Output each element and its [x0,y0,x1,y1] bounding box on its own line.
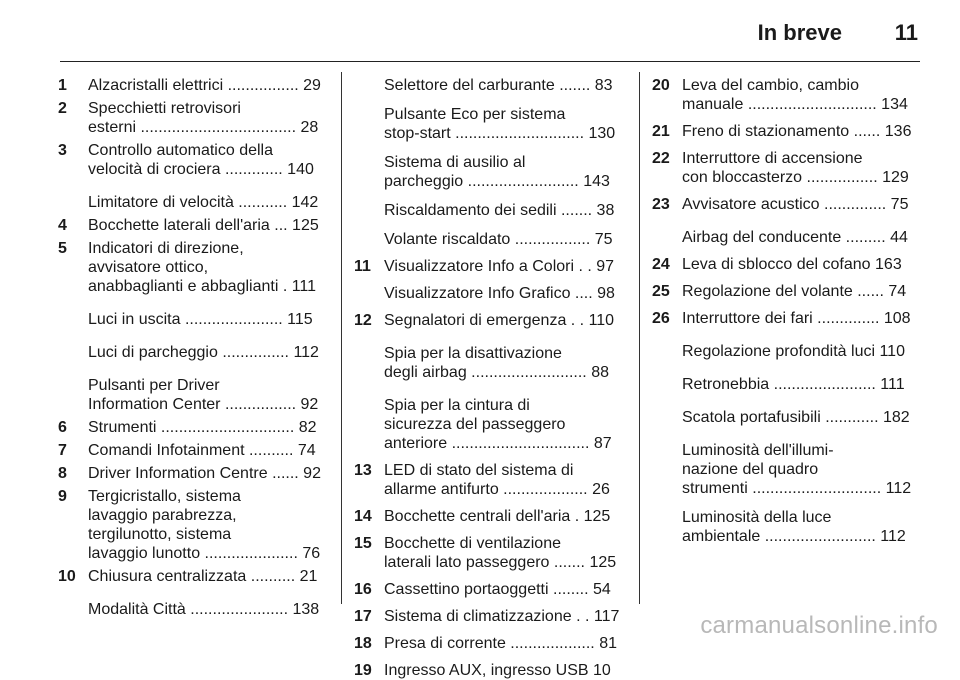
index-entry [652,149,922,187]
index-entry [354,257,624,276]
entry-number [652,441,682,498]
entry-line: Scatola portafusibili ............ 182 [682,409,910,426]
header-divider [60,61,920,62]
entry-line: Chiusura centralizzata .......... 21 [88,568,318,585]
entry-text [682,76,922,114]
index-entry [354,153,624,191]
entry-line: lavaggio parabrezza, [88,507,237,524]
entry-line: Indicatori di direzione, [88,240,244,257]
entry-line: Presa di corrente ................... 81 [384,635,617,652]
entry-line: Visualizzatore Info a Colori . . 97 [384,258,615,275]
index-entry [58,99,328,137]
entry-number [354,201,384,220]
entry-line: Bocchette centrali dell'aria . 125 [384,508,611,525]
entry-text [88,418,328,437]
entry-number: 9 [58,488,67,505]
index-entry [652,122,922,141]
index-entry [58,141,328,179]
entry-line: parcheggio ......................... 143 [384,173,610,190]
entry-text [682,282,922,301]
index-entry [354,396,624,453]
entry-number [354,105,384,143]
entry-text [384,461,624,499]
index-entry [354,580,624,599]
entry-text [682,149,922,187]
entry-number: 10 [58,568,76,585]
watermark: carmanualsonline.info [700,612,938,639]
entry-line: Strumenti .............................. 82 [88,419,317,436]
entry-number [58,310,88,329]
entry-line: Bocchette di ventilazione [384,535,561,552]
index-entry [652,342,922,361]
entry-line: Comandi Infotainment .......... 74 [88,442,316,459]
entry-number [354,153,384,191]
entry-text [88,441,328,460]
index-entry [354,661,624,680]
entry-number: 23 [652,196,670,213]
index-entry [58,76,328,95]
index-entry [58,193,328,212]
index-entry [58,464,328,483]
entry-number: 12 [354,312,372,329]
entry-number: 2 [58,100,67,117]
entry-number [58,193,88,212]
entry-text [682,408,922,427]
entry-text [384,153,624,191]
entry-number: 8 [58,465,67,482]
index-column-3 [652,76,922,546]
entry-number: 16 [354,581,372,598]
entry-number [652,342,682,361]
entry-line: tergilunotto, sistema [88,526,232,543]
index-column-2 [354,76,624,680]
entry-number [354,344,384,382]
entry-line: Luci di parcheggio ............... 112 [88,344,319,361]
entry-line: manuale ............................. 134 [682,96,908,113]
index-entry [354,201,624,220]
entry-text [682,195,922,214]
entry-text [88,216,328,235]
entry-line: Alzacristalli elettrici ................ 29 [88,77,321,94]
index-entry [652,228,922,247]
entry-text [384,634,624,653]
entry-line: Leva del cambio, cambio [682,77,859,94]
entry-line: sicurezza del passeggero [384,416,566,433]
index-entry [58,376,328,414]
entry-text [88,310,328,329]
entry-number: 1 [58,77,67,94]
entry-number: 6 [58,419,67,436]
entry-line: Freno di stazionamento ...... 136 [682,123,912,140]
index-entry [354,230,624,249]
entry-text [384,580,624,599]
entry-line: Sistema di ausilio al [384,154,526,171]
entry-line: Sistema di climatizzazione . . 117 [384,608,620,625]
index-entry [354,284,624,303]
entry-text [384,534,624,572]
entry-number: 25 [652,283,670,300]
index-entry [652,255,922,274]
entry-line: allarme antifurto ................... 26 [384,481,610,498]
entry-text [88,193,328,212]
index-entry [58,600,328,619]
entry-text [384,284,624,303]
entry-text [682,342,922,361]
entry-line: anabbaglianti e abbaglianti . 111 [88,278,317,295]
entry-text [384,507,624,526]
entry-text [384,661,624,680]
entry-number: 20 [652,77,670,94]
index-entry [652,195,922,214]
entry-number: 17 [354,608,372,625]
index-entry [58,487,328,563]
entry-line: Modalità Città ...................... 138 [88,601,320,618]
entry-number [652,508,682,546]
entry-line: Airbag del conducente ......... 44 [682,229,908,246]
entry-number: 15 [354,535,372,552]
entry-number [58,600,88,619]
entry-text [88,600,328,619]
entry-number: 3 [58,142,67,159]
entry-text [384,257,624,276]
entry-line: stop-start ............................. 130 [384,125,616,142]
entry-number [354,230,384,249]
entry-text [88,99,328,137]
page-number: 11 [894,20,918,45]
index-entry [354,634,624,653]
entry-number: 13 [354,462,372,479]
entry-line: Riscaldamento dei sedili ....... 38 [384,202,615,219]
entry-line: Interruttore di accensione [682,150,863,167]
index-entry [58,310,328,329]
index-entry [652,508,922,546]
entry-text [88,239,328,296]
index-entry [58,343,328,362]
entry-number: 21 [652,123,670,140]
entry-number [58,343,88,362]
entry-number: 19 [354,662,372,679]
entry-text [682,228,922,247]
index-entry [354,534,624,572]
entry-line: Tergicristallo, sistema [88,488,241,505]
entry-line: Interruttore dei fari .............. 108 [682,310,911,327]
entry-number [354,284,384,303]
index-entry [354,344,624,382]
index-entry [652,375,922,394]
entry-line: Limitatore di velocità ........... 142 [88,194,319,211]
index-entry [58,239,328,296]
entry-line: LED di stato del sistema di [384,462,574,479]
entry-text [88,487,328,563]
entry-line: degli airbag .......................... 88 [384,364,609,381]
entry-line: Information Center ................ 92 [88,396,319,413]
entry-line: Regolazione profondità luci 110 [682,343,905,360]
entry-line: Ingresso AUX, ingresso USB 10 [384,662,611,679]
entry-line: esterni ................................... 28 [88,119,319,136]
entry-number: 26 [652,310,670,327]
entry-line: con bloccasterzo ................ 129 [682,169,909,186]
entry-line: Pulsanti per Driver [88,377,220,394]
entry-number [652,375,682,394]
entry-text [384,105,624,143]
index-entry [652,309,922,328]
index-entry [354,461,624,499]
entry-line: Controllo automatico della [88,142,273,159]
entry-number [652,408,682,427]
column-divider [341,72,342,604]
index-entry [354,76,624,95]
entry-line: Leva di sblocco del cofano 163 [682,256,902,273]
entry-text [682,255,922,274]
entry-number [354,76,384,95]
entry-number: 18 [354,635,372,652]
entry-line: Volante riscaldato ................. 75 [384,231,613,248]
column-divider [639,72,640,604]
entry-number: 11 [354,258,371,275]
entry-line: strumenti ............................. 112 [682,480,912,497]
entry-line: Cassettino portaoggetti ........ 54 [384,581,611,598]
entry-number: 7 [58,442,67,459]
entry-line: Spia per la cintura di [384,397,530,414]
entry-text [384,201,624,220]
entry-line: velocità di crociera ............. 140 [88,161,314,178]
entry-line: avvisatore ottico, [88,259,209,276]
index-entry [652,408,922,427]
entry-line: anteriore ............................... 87 [384,435,612,452]
entry-text [88,76,328,95]
index-entry [58,441,328,460]
entry-line: lavaggio lunotto ..................... 76 [88,545,321,562]
index-entry [58,567,328,586]
entry-line: laterali lato passeggero ....... 125 [384,554,617,571]
index-entry [58,418,328,437]
index-entry [58,216,328,235]
entry-number: 4 [58,217,67,234]
index-entry [354,507,624,526]
entry-line: Spia per la disattivazione [384,345,562,362]
index-entry [354,311,624,330]
entry-text [88,343,328,362]
entry-text [384,76,624,95]
entry-number: 24 [652,256,670,273]
entry-text [682,441,922,498]
entry-text [682,508,922,546]
entry-number: 22 [652,150,670,167]
entry-text [384,311,624,330]
entry-line: ambientale ......................... 112 [682,528,906,545]
entry-text [682,375,922,394]
entry-line: Luminosità dell'illumi- [682,442,834,459]
entry-text [384,230,624,249]
index-entry [652,76,922,114]
entry-text [88,376,328,414]
entry-text [88,141,328,179]
entry-number: 5 [58,240,67,257]
entry-line: Driver Information Centre ...... 92 [88,465,321,482]
index-entry [354,607,624,626]
entry-line: Segnalatori di emergenza . . 110 [384,312,615,329]
entry-line: Bocchette laterali dell'aria ... 125 [88,217,319,234]
entry-line: Regolazione del volante ...... 74 [682,283,907,300]
entry-line: nazione del quadro [682,461,819,478]
entry-number: 14 [354,508,372,525]
index-entry [354,105,624,143]
entry-text [384,396,624,453]
entry-text [88,567,328,586]
entry-line: Specchietti retrovisori [88,100,241,117]
entry-text [384,607,624,626]
entry-text [682,122,922,141]
entry-line: Retronebbia ....................... 111 [682,376,905,393]
entry-line: Pulsante Eco per sistema [384,106,566,123]
entry-number [354,396,384,453]
entry-number [652,228,682,247]
index-entry [652,441,922,498]
index-column-1 [58,76,328,619]
entry-text [384,344,624,382]
entry-number [58,376,88,414]
entry-text [682,309,922,328]
page-header [0,0,960,62]
entry-line: Luminosità della luce [682,509,832,526]
entry-text [88,464,328,483]
page-title: In breve [757,20,842,45]
entry-line: Avvisatore acustico .............. 75 [682,196,909,213]
index-entry [652,282,922,301]
entry-line: Selettore del carburante ....... 83 [384,77,613,94]
entry-line: Luci in uscita ...................... 115 [88,311,313,328]
entry-line: Visualizzatore Info Grafico .... 98 [384,285,615,302]
